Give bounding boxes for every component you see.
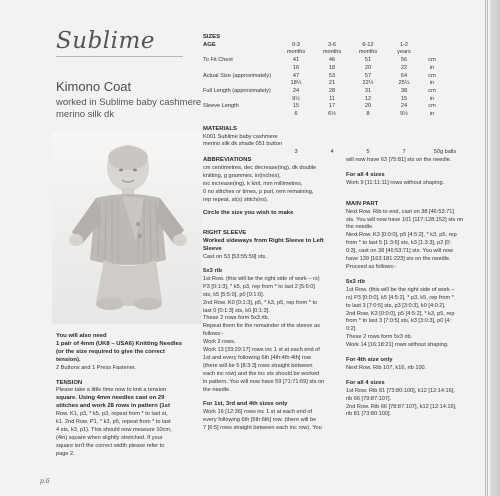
sleeve-line: Cast on 53 [53:55:59] sts. — [203, 254, 267, 261]
materials-value: 7 — [402, 149, 406, 156]
materials-unit: 50g balls — [433, 149, 457, 156]
right-column — [346, 157, 484, 419]
need-line: 1 pair of 4mm (UK8 – USA6) Knitting Needles — [56, 340, 183, 347]
size4-line: Next Row. Rib 107, k16, rib 100. — [346, 364, 427, 371]
abbr-line: cm centimetres, dec decrease(ing), dk double — [203, 164, 317, 171]
main-part-heading: MAIN PART — [346, 200, 379, 207]
all-sizes-line: rib 66 [79:87:107]. — [346, 395, 392, 402]
unit-cell: cm — [428, 103, 436, 110]
need-line: 2 Buttons and 1 Press Fastener. — [56, 364, 136, 371]
rib-line: 2nd Row. K0 [0:1:3], p5, * k3, p5, rep from * to — [203, 299, 318, 306]
table-cell: 24 — [400, 103, 408, 110]
main-part-line: Proceed as follows:- — [346, 263, 397, 270]
rib-line: each inc row) and the inc sts should be worked — [203, 370, 320, 377]
all-sizes-line: 2nd Row. Rib 66 [78:87:107], k12 [12:14:16], — [346, 403, 457, 410]
table-cell: 24 — [292, 87, 300, 94]
page-number: p.6 — [40, 478, 50, 485]
col-unit: months — [286, 49, 306, 56]
table-cell: 51 — [364, 57, 372, 64]
rib-heading: 5x3 rib — [203, 267, 222, 274]
row-label: Sleeve Length — [203, 103, 239, 110]
rib-line: P3 [0:1:3], * k5, p3, rep from * to last 2 [5:6:0] — [203, 283, 315, 290]
col-age: 3-6 — [327, 41, 337, 48]
materials-line: K001 Sublime baby cashmere — [203, 133, 278, 140]
sizes-only-heading: For 1st, 3rd and 4th sizes only — [203, 401, 288, 408]
rib-line: Work 13 [33:29:17] rows inc 1 st at each end of — [203, 347, 320, 354]
tension-line: square isn't the correct width please refer to — [56, 442, 165, 449]
materials-heading: MATERIALS — [203, 126, 237, 132]
all-sizes-line: 1st Row. Rib 81 [73:80:100], k12 [12:14:16], — [346, 387, 455, 394]
row-label: Actual Size (approximately) — [203, 72, 272, 79]
row-label: To Fit Chest — [203, 57, 233, 64]
pattern-title: Kimono Coat — [56, 79, 132, 94]
table-cell: 18½ — [290, 80, 302, 87]
unit-cell: in — [429, 95, 435, 102]
rib-line: (there will be 5 [8:3:3] rows straight between — [203, 362, 313, 369]
table-cell: 56 — [400, 57, 408, 64]
age-label: AGE — [203, 41, 216, 48]
main-part-line: 0:3], cast on 38 [46:53:71] sts. You will now — [346, 248, 453, 255]
all-sizes-heading: For all 4 sizes — [346, 379, 385, 386]
main-part-line: from * to last 5 [1:3:6] sts, k3 [1:3:3], p2 [0: — [346, 240, 452, 247]
main-part-line: Next Row. Rib to end, cast on 38 [46:53:71] — [346, 208, 454, 215]
abbr-heading: ABBREVIATIONS — [203, 157, 252, 163]
tension-line: (4in) square when slightly stretched. If your — [56, 434, 163, 441]
unit-cell: in — [429, 111, 435, 117]
table-cell: 15 — [292, 103, 300, 110]
abbr-line: knitting, g grammes, in(inches), — [203, 172, 281, 179]
table-cell: 11 — [329, 95, 335, 102]
rib-line: last 0 [0:1:3] sts, k0 [0:1:3]. — [203, 307, 270, 314]
tension-line: Please take a little time now to knit a tension — [56, 387, 167, 394]
rib-line: 1st and every following 6th [4th:4th:4th] row — [203, 354, 311, 361]
main-part-line: Next Row. K3 [0:0:0], p5 [4:5:2], * k3, p5, rep — [346, 232, 457, 239]
materials-value: 3 — [294, 149, 298, 156]
rib-line: 1st Row. (this will be the right side of work – rs) — [203, 275, 320, 282]
circle-size-note: Circle the size you wish to make — [203, 210, 294, 217]
rib-line: the needle. — [203, 386, 231, 393]
table-cell: 18 — [328, 64, 336, 71]
main-part-line: have 139 [163:181:223] sts on the needle. — [346, 256, 451, 263]
right-line: will now have 63 [75:81] sts on the needle. — [346, 157, 452, 163]
table-cell: 47 — [292, 72, 300, 79]
materials-value: 4 — [330, 149, 334, 156]
col-unit: months — [322, 49, 342, 56]
main-part-line: the needle. — [346, 224, 374, 231]
size4-heading: For 4th size only — [346, 357, 393, 364]
table-cell: 9½ — [400, 111, 408, 117]
rib-line: 2nd Row. K3 [0:0:0], p5 [4:5:2], * k3, p5, rep — [346, 310, 455, 317]
need-heading: You will also need — [56, 333, 107, 339]
rib-line: in pattern. You will now have 59 [71:71:69] sts on — [203, 378, 325, 385]
main-part-line: sts. You will now have 101 [117:128:152] sts on — [346, 216, 464, 223]
table-cell: 64 — [400, 72, 408, 79]
rib-line: These 2 rows form 5x3 rib. — [346, 334, 413, 341]
unit-cell: in — [429, 64, 435, 71]
rib-line: rs) P3 [0:0:0], k5 [4:5:2], * p3, k5, rep from * — [346, 294, 454, 301]
sizes-only-line: 7 [6:5] rows straight between each inc row). You — [203, 425, 322, 432]
table-cell: 38 — [400, 87, 408, 94]
col-unit: years — [397, 49, 411, 56]
table-cell: 17 — [328, 103, 336, 110]
rib-line: Repeat them for the remainder of the sleeve as — [203, 323, 320, 330]
tension-heading: TENSION — [56, 379, 83, 386]
middle-column — [203, 157, 341, 433]
abbr-line: inc increase(ing), k knit, mm millimetres, — [203, 180, 303, 187]
tension-line: stitches and work 28 rows in pattern (1st — [56, 403, 170, 410]
book-gutter — [490, 0, 500, 496]
tension-line: square. Using 4mm needles cast on 29 — [56, 395, 165, 402]
rib-line: from * to last 3 [7:0:5] sts, k3 [3:0:3], p0 [4: — [346, 318, 452, 325]
sizes-heading: SIZES — [203, 34, 221, 40]
table-cell: 15 — [400, 95, 408, 102]
table-cell: 53 — [328, 72, 336, 79]
table-cell: 6½ — [328, 111, 336, 117]
table-cell: 16 — [292, 64, 300, 71]
unit-cell: cm — [428, 87, 436, 94]
brand-logo: Sublime — [56, 28, 155, 54]
table-cell: 8 — [366, 111, 370, 117]
page-edge — [487, 0, 488, 496]
sizes-only-line: Work 16 [12:36] rows inc 1 st at each end of — [203, 409, 313, 416]
table-cell: 20 — [364, 64, 372, 71]
table-cell: 21 — [328, 80, 336, 87]
sleeve-heading: RIGHT SLEEVE — [203, 230, 247, 237]
col-unit: months — [358, 49, 378, 56]
col-age: 0-3 — [291, 41, 301, 48]
tension-line: Row. K1, p3, * k5, p3, repeat from * to last st, — [56, 411, 168, 418]
all-sizes-line: rib 81 [73:80:100]. — [346, 411, 392, 418]
row-label: Full Length (approximately) — [203, 87, 271, 94]
materials-value: 5 — [366, 149, 370, 156]
rib-line: 1st Row. (this will be the right side of work – — [346, 286, 455, 293]
sizes-only-line: every following 6th [6th:6th] row. (there will be — [203, 417, 317, 424]
tension-line: 4 sts, k3, p1). This should now measure 10cm, — [56, 426, 172, 433]
need-line: tension). — [56, 356, 81, 363]
rib-line: to last 3 [7:0:5] sts, p3 [3:0:3], k0 [4:0:2]. — [346, 302, 446, 309]
table-cell: 46 — [328, 57, 336, 64]
rib-line: sts, k5 [5:5:0], p0 [0:1:0]. — [203, 291, 265, 298]
table-cell: 57 — [364, 72, 372, 79]
left-column — [56, 333, 202, 459]
all-sizes-line: Work 9 [11:11:11] rows without shaping. — [346, 179, 445, 186]
rib-line: Work 2 rows. — [203, 339, 236, 346]
abbr-line: 0 no stitches or times, p purl, rem remaining, — [203, 188, 314, 195]
table-cell: 22 — [400, 64, 408, 71]
rib-line: follows:- — [203, 331, 224, 338]
abbr-line: rep repeat, st(s) stitch(es). — [203, 196, 269, 203]
need-line: (or the size required to give the correct — [56, 348, 166, 355]
rib-line: These 2 rows form 5x3 rib. — [203, 315, 270, 322]
sleeve-line: Worked sideways from Right Sleeve to Left — [203, 238, 324, 245]
unit-cell: in — [429, 80, 435, 87]
col-age: 6-12 — [362, 41, 374, 48]
all-sizes-heading: For all 4 sizes — [346, 171, 385, 178]
baby-photo — [52, 132, 202, 324]
col-age: 1-2 — [399, 41, 409, 48]
unit-cell: cm — [428, 72, 436, 79]
table-cell: 41 — [292, 57, 300, 64]
table-cell: 9½ — [292, 95, 300, 102]
table-cell: 20 — [364, 103, 372, 110]
sleeve-line: Sleeve — [203, 246, 222, 253]
table-cell: 12 — [364, 95, 372, 102]
table-cell: 28 — [328, 87, 336, 94]
rib-heading: 5x3 rib — [346, 278, 365, 285]
table-cell: 22½ — [362, 80, 374, 87]
unit-cell: cm — [428, 57, 436, 64]
page-edge — [485, 0, 486, 496]
table-cell: 31 — [364, 87, 372, 94]
tension-line: page 2. — [56, 450, 75, 457]
divider — [56, 56, 183, 57]
rib-line: Work 14 [16:18:21] rows without shaping. — [346, 342, 449, 349]
table-cell: 25¼ — [398, 80, 410, 87]
rib-line: 0:2]. — [346, 326, 357, 333]
table-cell: 6 — [294, 111, 298, 117]
tension-line: k1. 2nd Row. P1, * k3, p5, repeat from * to last — [56, 419, 171, 426]
pattern-subtitle: worked in Sublime baby cashmere merino silk dk — [56, 97, 202, 120]
materials-line: merino silk dk shade 051 button — [203, 141, 282, 148]
